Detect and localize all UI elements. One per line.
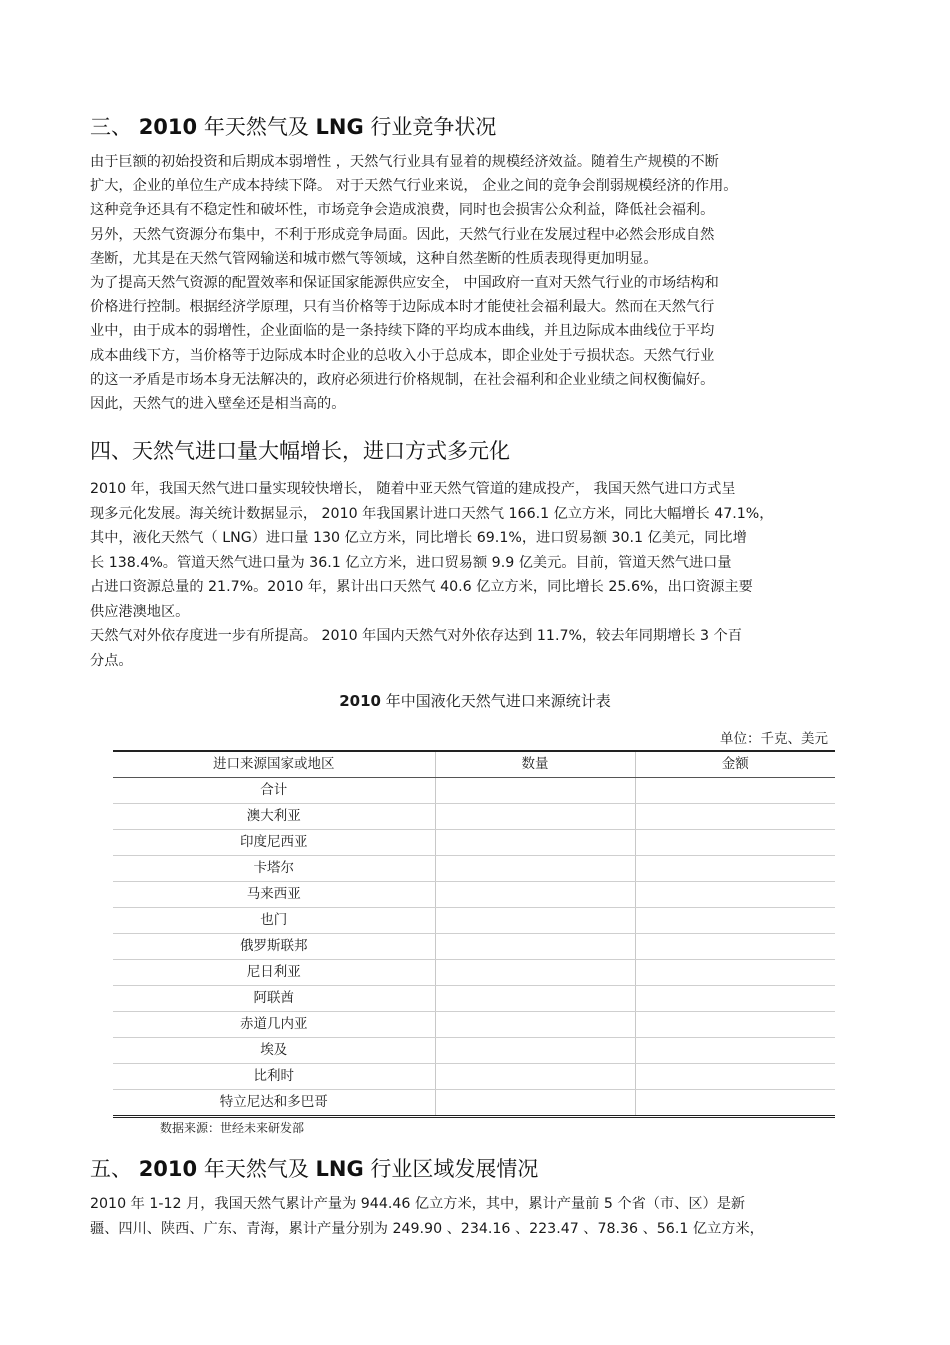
table-row bbox=[113, 804, 835, 830]
section3-heading-pre: 三、 bbox=[90, 115, 139, 139]
section5-heading-post: 行业区域发展情况 bbox=[363, 1157, 539, 1181]
row-amount bbox=[635, 856, 835, 882]
section3-line: 成本曲线下方，当价格等于边际成本时企业的总收入小于总成本，即企业处于亏损状态。天然气行业 bbox=[90, 347, 715, 364]
row-quantity bbox=[435, 882, 635, 908]
row-amount bbox=[635, 804, 835, 830]
table-row bbox=[113, 1064, 835, 1090]
section4-line: 长 138.4%。管道天然气进口量为 36.1 亿立方米，进口贸易额 9.9 亿美元。目前，管道天然气进口量 bbox=[90, 554, 732, 571]
row-quantity bbox=[435, 830, 635, 856]
section3-heading-year: 2010 bbox=[138, 115, 198, 139]
section5-body bbox=[90, 1192, 865, 1241]
row-quantity bbox=[435, 986, 635, 1012]
section3-heading-lng: LNG bbox=[315, 115, 364, 139]
section4-line: 2010 年，我国天然气进口量实现较快增长， 随着中亚天然气管道的建成投产， 我国天然气进口方式呈 bbox=[90, 481, 736, 497]
row-amount bbox=[635, 1090, 835, 1117]
row-origin: 比利时 bbox=[113, 1064, 435, 1090]
row-origin: 阿联酋 bbox=[113, 986, 435, 1012]
section4-line: 供应港澳地区。 bbox=[90, 603, 190, 620]
section5-line: 2010 年 1-12 月，我国天然气累计产量为 944.46 亿立方米，其中，累计产量前 5 个省（市、区）是新 bbox=[90, 1196, 746, 1212]
section3-heading-mid: 年天然气及 bbox=[197, 115, 316, 139]
section3-line: 价格进行控制。根据经济学原理，只有当价格等于边际成本时才能使社会福利最大。然而在天然气行 bbox=[90, 299, 715, 316]
header-origin: 进口来源国家或地区 bbox=[113, 751, 435, 778]
row-amount bbox=[635, 908, 835, 934]
row-origin: 尼日利亚 bbox=[113, 960, 435, 986]
row-quantity bbox=[435, 804, 635, 830]
table-row bbox=[113, 986, 835, 1012]
row-quantity bbox=[435, 1090, 635, 1117]
row-origin: 也门 bbox=[113, 908, 435, 934]
row-amount bbox=[635, 1064, 835, 1090]
section3-line: 由于巨额的初始投资和后期成本弱增性 ，天然气行业具有显着的规模经济效益。随着生产规模的不断 bbox=[90, 154, 719, 170]
table-row bbox=[113, 856, 835, 882]
table-header-row bbox=[113, 751, 835, 778]
section3-heading bbox=[90, 114, 496, 140]
table-row bbox=[113, 1090, 835, 1117]
section5-heading-year: 2010 bbox=[138, 1157, 198, 1181]
row-amount bbox=[635, 1012, 835, 1038]
section4-line: 分点。 bbox=[90, 652, 133, 669]
section3-body bbox=[90, 150, 870, 416]
section5-heading bbox=[90, 1156, 538, 1182]
table-row bbox=[113, 960, 835, 986]
table-row bbox=[113, 830, 835, 856]
row-quantity bbox=[435, 1038, 635, 1064]
row-quantity bbox=[435, 856, 635, 882]
row-amount bbox=[635, 986, 835, 1012]
row-amount bbox=[635, 830, 835, 856]
table-row bbox=[113, 934, 835, 960]
section5-heading-pre: 五、 bbox=[90, 1157, 139, 1181]
row-quantity bbox=[435, 908, 635, 934]
section5-heading-lng: LNG bbox=[315, 1157, 364, 1181]
row-amount bbox=[635, 960, 835, 986]
row-amount bbox=[635, 882, 835, 908]
table-row bbox=[113, 882, 835, 908]
row-origin: 马来西亚 bbox=[113, 882, 435, 908]
row-quantity bbox=[435, 1012, 635, 1038]
table-row bbox=[113, 908, 835, 934]
section3-line: 的这一矛盾是市场本身无法解决的，政府必须进行价格规制，在社会福利和企业业绩之间权衡偏好。 bbox=[90, 371, 715, 388]
section4-heading: 四、天然气进口量大幅增长，进口方式多元化 bbox=[90, 439, 510, 463]
row-origin: 俄罗斯联邦 bbox=[113, 934, 435, 960]
section4-line: 占进口资源总量的 21.7%。2010 年，累计出口天然气 40.6 亿立方米，同比增长 25.6%，出口资源主要 bbox=[90, 579, 753, 595]
header-quantity: 数量 bbox=[435, 751, 635, 778]
table-row bbox=[113, 778, 835, 804]
section3-line: 这种竞争还具有不稳定性和破坏性，市场竞争会造成浪费，同时也会损害公众利益，降低社会福利。 bbox=[90, 202, 715, 219]
table-unit-label: 单位：千克、美元 bbox=[720, 731, 828, 747]
row-quantity bbox=[435, 934, 635, 960]
row-origin: 印度尼西亚 bbox=[113, 830, 435, 856]
row-amount bbox=[635, 778, 835, 804]
row-amount bbox=[635, 1038, 835, 1064]
section3-line: 为了提高天然气资源的配置效率和保证国家能源供应安全， 中国政府一直对天然气行业的市场结构和 bbox=[90, 274, 719, 291]
row-origin: 合计 bbox=[113, 778, 435, 804]
section3-line: 垄断，尤其是在天然气管网输送和城市燃气等领域，这种自然垄断的性质表现得更加明显。 bbox=[90, 250, 658, 267]
row-origin: 卡塔尔 bbox=[113, 856, 435, 882]
row-quantity bbox=[435, 1064, 635, 1090]
table-row bbox=[113, 1012, 835, 1038]
row-origin: 赤道几内亚 bbox=[113, 1012, 435, 1038]
table-source-note: 数据来源：世经未来研发部 bbox=[160, 1121, 305, 1135]
section3-heading-post: 行业竞争状况 bbox=[363, 115, 497, 139]
header-amount: 金额 bbox=[635, 751, 835, 778]
row-origin: 特立尼达和多巴哥 bbox=[113, 1090, 435, 1117]
section4-line: 天然气对外依存度进一步有所提高。 2010 年国内天然气对外依存达到 11.7%，较去年同期增长 3 个百 bbox=[90, 628, 742, 644]
row-quantity bbox=[435, 778, 635, 804]
section3-line: 扩大，企业的单位生产成本持续下降。 对于天然气行业来说， 企业之间的竞争会削弱规模经济的作用。 bbox=[90, 178, 738, 195]
section4-line: 现多元化发展。海关统计数据显示， 2010 年我国累计进口天然气 166.1 亿立方米，同比大幅增长 47.1%， bbox=[90, 505, 774, 522]
lng-import-table bbox=[113, 750, 835, 1118]
table-row bbox=[113, 1038, 835, 1064]
table-caption-text: 年中国液化天然气进口来源统计表 bbox=[380, 692, 611, 710]
section4-line: 其中，液化天然气（ LNG）进口量 130 亿立方米，同比增长 69.1%，进口贸易额 30.1 亿美元，同比增 bbox=[90, 530, 747, 546]
section5-heading-mid: 年天然气及 bbox=[197, 1157, 316, 1181]
section3-line: 另外，天然气资源分布集中，不利于形成竞争局面。因此，天然气行业在发展过程中必然会形成自然 bbox=[90, 226, 715, 243]
section4-body bbox=[90, 477, 865, 673]
section5-line: 疆、四川、陕西、广东、青海，累计产量分别为 249.90 、234.16 、223.47 、78.36 、56.1 亿立方米， bbox=[90, 1220, 764, 1237]
table-caption-year: 2010 bbox=[339, 692, 381, 710]
row-quantity bbox=[435, 960, 635, 986]
table-caption bbox=[0, 690, 950, 712]
row-origin: 澳大利亚 bbox=[113, 804, 435, 830]
section3-line: 因此，天然气的进入壁垒还是相当高的。 bbox=[90, 395, 346, 412]
section3-line: 业中，由于成本的弱增性，企业面临的是一条持续下降的平均成本曲线，并且边际成本曲线位于平均 bbox=[90, 323, 715, 340]
row-origin: 埃及 bbox=[113, 1038, 435, 1064]
row-amount bbox=[635, 934, 835, 960]
